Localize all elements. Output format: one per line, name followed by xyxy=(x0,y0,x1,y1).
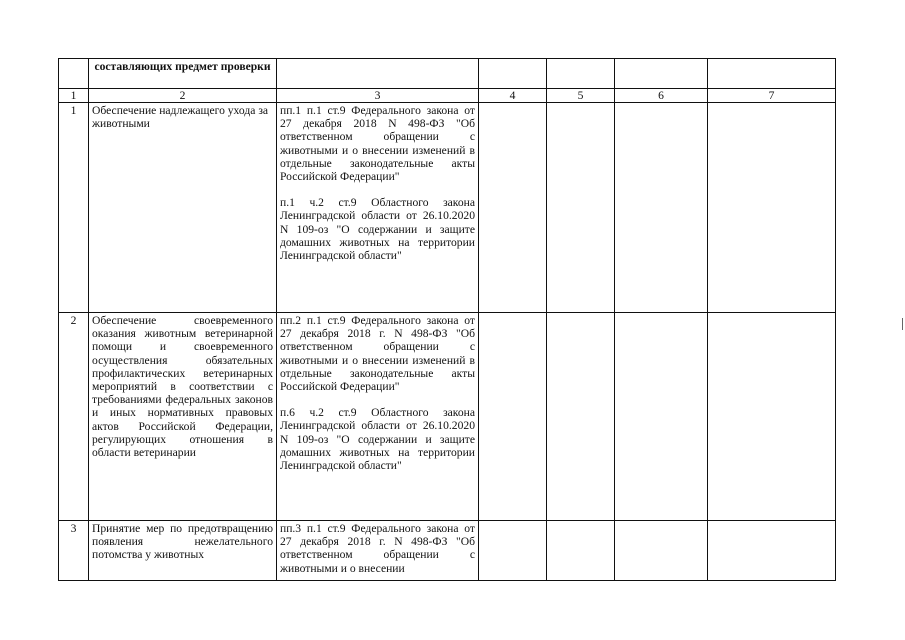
requirement-text: Принятие мер по предотвращению появления нежелательного потомства у животных xyxy=(92,522,273,562)
header-cell-4 xyxy=(479,59,547,89)
empty-cell xyxy=(615,521,708,581)
header-cell-7 xyxy=(708,59,836,89)
federal-law-reference: пп.2 п.1 ст.9 Федерального закона от 27 декабря 2018 г. N 498-ФЗ "Об ответственном обращении с животными и о внесении изменений в отдельные законодательные акты Российской Федерации" xyxy=(280,314,475,394)
table-header-row xyxy=(59,59,836,89)
regional-law-reference: п.6 ч.2 ст.9 Областного закона Ленинградской области от 26.10.2020 N 109-оз "О содержании и защите домашних животных на территории Ленинградской области" xyxy=(280,406,475,473)
empty-cell xyxy=(479,103,547,313)
law-reference-cell xyxy=(277,313,479,521)
empty-cell xyxy=(547,521,615,581)
law-reference-cell xyxy=(277,103,479,313)
empty-cell xyxy=(479,521,547,581)
top-cut-text xyxy=(0,0,905,6)
column-number: 7 xyxy=(708,89,836,103)
column-number: 3 xyxy=(277,89,479,103)
federal-law-reference: пп.3 п.1 ст.9 Федерального закона от 27 декабря 2018 г. N 498-ФЗ "Об ответственном обращении с животными и о внесении xyxy=(280,522,475,575)
empty-cell xyxy=(708,313,836,521)
column-number-row xyxy=(59,89,836,103)
empty-cell xyxy=(479,313,547,521)
requirement-cell xyxy=(89,313,277,521)
row-number: 3 xyxy=(59,521,89,581)
federal-law-reference: пп.1 п.1 ст.9 Федерального закона от 27 декабря 2018 N 498-ФЗ "Об ответственном обращении с животными и о внесении изменений в отдельные законодательные акты Российской Федерации" xyxy=(280,104,475,184)
requirement-cell xyxy=(89,103,277,313)
requirement-cell xyxy=(89,521,277,581)
header-cell-6 xyxy=(615,59,708,89)
requirement-text: Обеспечение надлежащего ухода за животными xyxy=(92,104,269,131)
column-number: 4 xyxy=(479,89,547,103)
header-cell-requirement: составляющих предмет проверки xyxy=(89,59,277,89)
row-number: 2 xyxy=(59,313,89,521)
empty-cell xyxy=(615,313,708,521)
requirement-text: Обеспечение своевременного оказания животным ветеринарной помощи и своевременного осуществления обязательных профилактических ветеринарных мероприятий в соответствии с требованиями федеральных законов и иных нормативных правовых актов Российской Федерации, регулирующих отношения в области ветеринарии xyxy=(92,314,273,460)
column-number: 1 xyxy=(59,89,89,103)
empty-cell xyxy=(547,313,615,521)
law-reference-cell xyxy=(277,521,479,581)
inspection-checklist-table xyxy=(58,58,836,581)
header-cell-5 xyxy=(547,59,615,89)
column-number: 5 xyxy=(547,89,615,103)
scan-edge-mark xyxy=(902,318,903,330)
regional-law-reference: п.1 ч.2 ст.9 Областного закона Ленинградской области от 26.10.2020 N 109-оз "О содержании и защите домашних животных на территории Ленинградской области" xyxy=(280,196,475,263)
header-cell-3 xyxy=(277,59,479,89)
column-number: 2 xyxy=(89,89,277,103)
empty-cell xyxy=(547,103,615,313)
row-number: 1 xyxy=(59,103,89,313)
empty-cell xyxy=(615,103,708,313)
table-row xyxy=(59,521,836,581)
table-row xyxy=(59,313,836,521)
header-cell-1 xyxy=(59,59,89,89)
empty-cell xyxy=(708,521,836,581)
table-row xyxy=(59,103,836,313)
empty-cell xyxy=(708,103,836,313)
column-number: 6 xyxy=(615,89,708,103)
